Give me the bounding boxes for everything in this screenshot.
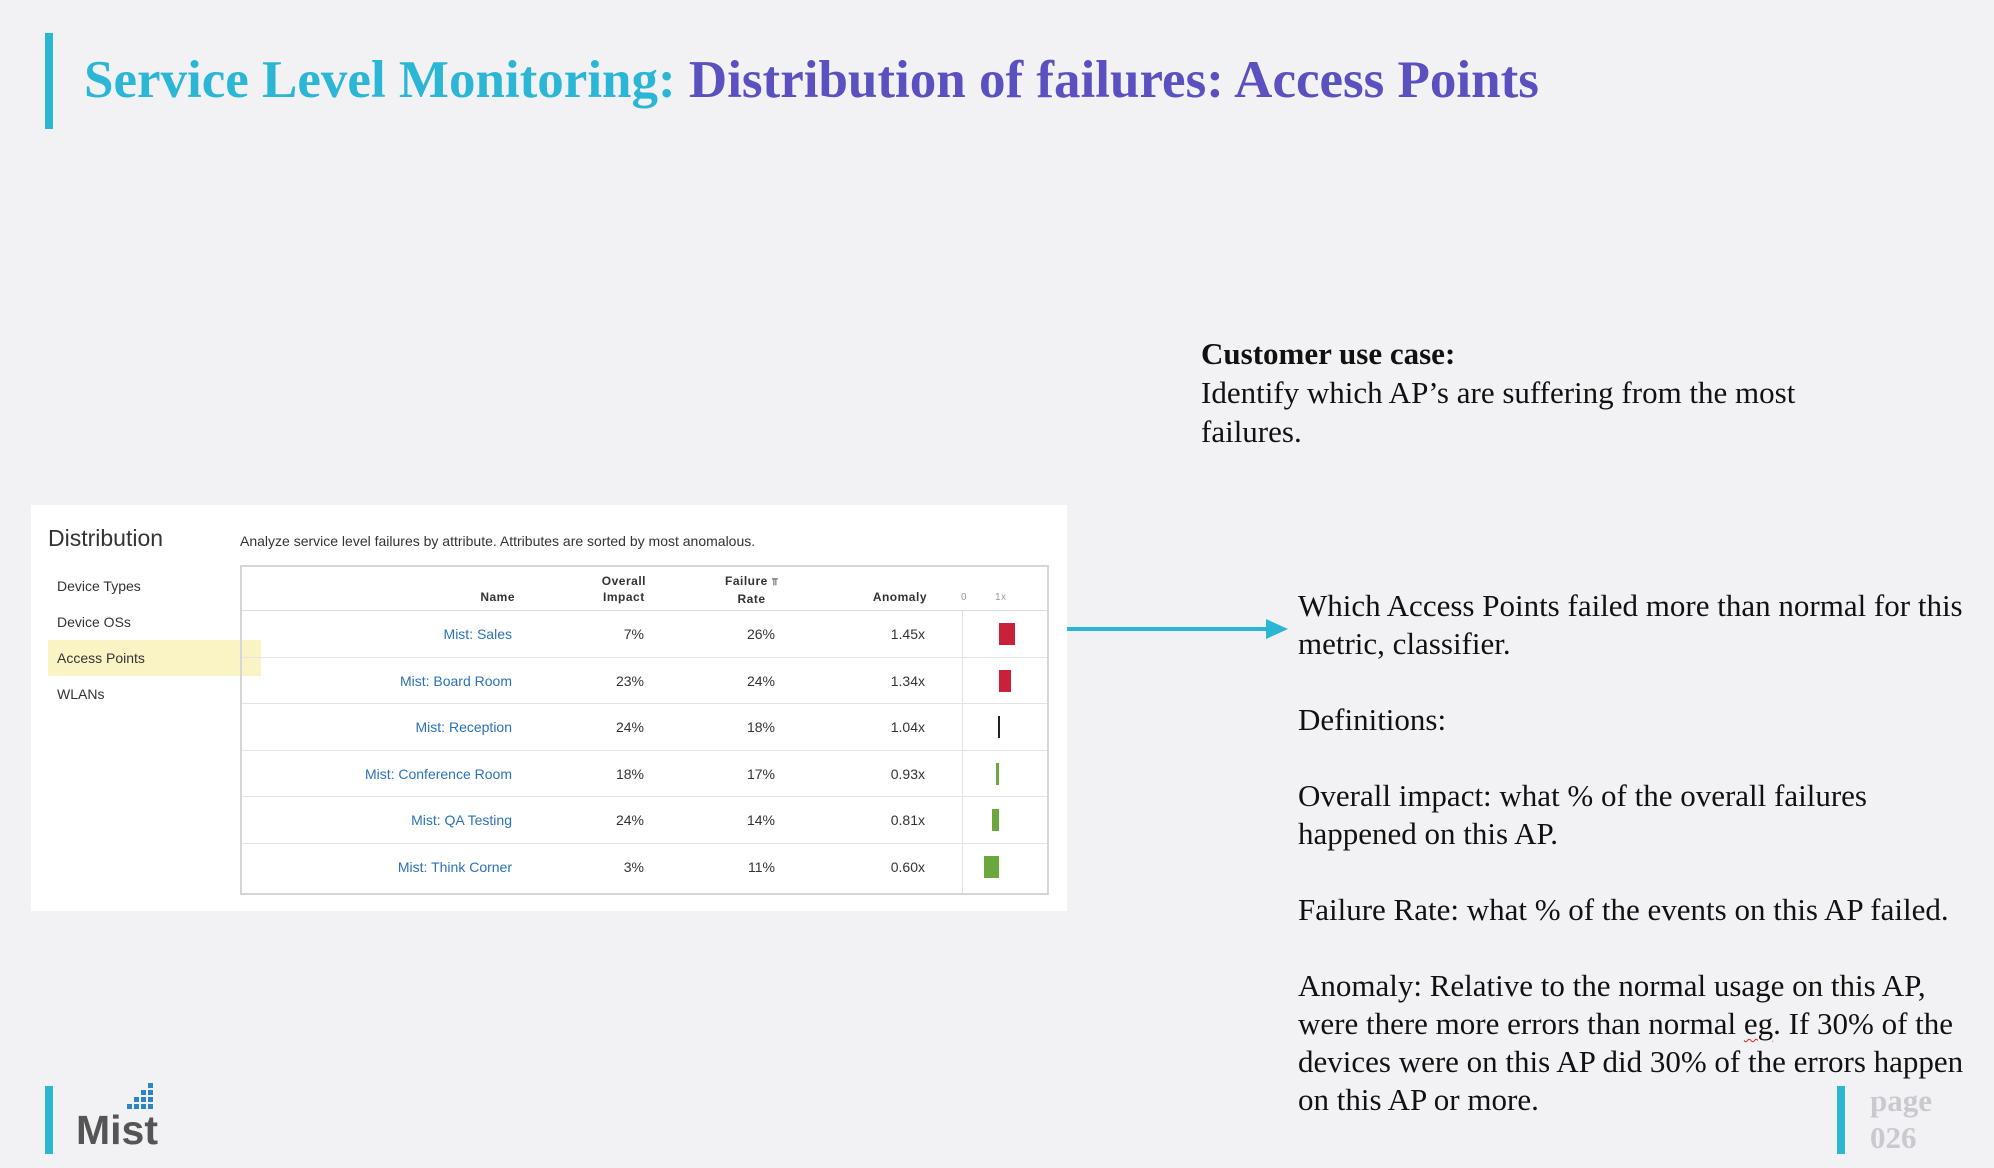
- failure-rate-value: 17%: [746, 765, 775, 782]
- title-accent-bar: [45, 33, 53, 129]
- use-case-block: [1201, 334, 1841, 451]
- definition-failure-rate: Failure Rate: what % of the events on this AP failed.: [1298, 892, 1949, 927]
- scale-zero-label: 0: [961, 592, 968, 603]
- table-row[interactable]: [242, 704, 1047, 751]
- anomaly-bar-cell: [962, 797, 1047, 843]
- page-number: [1870, 1082, 1932, 1156]
- overall-impact-value: 7%: [623, 626, 644, 642]
- failure-rate-value: 26%: [746, 626, 775, 642]
- page-label: page: [1870, 1083, 1932, 1118]
- column-anomaly[interactable]: Anomaly: [872, 590, 927, 604]
- anomaly-text-2: . If 30% of the devices were on this AP did 30% of the errors happen on this AP or more.: [1298, 1006, 1964, 1117]
- table-row[interactable]: [242, 751, 1047, 798]
- definition-overall-impact: Overall impact: what % of the overall failures happened on this AP.: [1298, 778, 1867, 851]
- ap-name-link[interactable]: Mist: Board Room: [399, 672, 512, 689]
- table-header: [242, 567, 1047, 611]
- table-row[interactable]: [242, 658, 1047, 705]
- attribute-sidebar: [48, 568, 261, 712]
- page-value: 026: [1870, 1120, 1917, 1155]
- anomaly-bar: [999, 670, 1011, 692]
- page-accent-bar: [1837, 1086, 1845, 1154]
- anomaly-bar: [996, 763, 999, 785]
- ap-name-link[interactable]: Mist: QA Testing: [411, 812, 512, 829]
- ap-name-link[interactable]: Mist: Conference Room: [364, 765, 512, 782]
- anomaly-value: 0.93x: [890, 765, 925, 782]
- table-row[interactable]: [242, 844, 1047, 891]
- anomaly-bar-cell: [962, 751, 1047, 797]
- overall-impact-value: 24%: [615, 719, 644, 736]
- anomaly-bar: [999, 623, 1015, 645]
- scale-one-label: 1x: [995, 592, 1007, 603]
- title-part-2: Distribution of failures: Access Points: [688, 51, 1539, 109]
- table-row[interactable]: [242, 611, 1047, 658]
- distribution-panel: [31, 505, 1067, 911]
- slide-title: [84, 50, 1539, 110]
- sort-descending-icon[interactable]: ⫪: [771, 577, 778, 588]
- mist-logo-text: Mist: [76, 1107, 158, 1153]
- failure-rate-value: 14%: [746, 812, 775, 829]
- anomaly-eg: eg: [1743, 1006, 1774, 1041]
- sidebar-item-device-oss[interactable]: Device OSs: [57, 614, 131, 630]
- failure-rate-value: 24%: [746, 672, 775, 689]
- definitions-label: Definitions:: [1298, 702, 1447, 737]
- anomaly-value: 1.45x: [890, 626, 925, 642]
- sidebar-item-device-types[interactable]: Device Types: [57, 578, 141, 594]
- anomaly-text-1: Anomaly: Relative to the normal usage on this AP, were there more errors than normal: [1298, 968, 1926, 1041]
- column-impact-line2: Impact: [603, 590, 645, 604]
- title-part-1: Service Level Monitoring:: [84, 51, 676, 109]
- column-failure-rate[interactable]: [725, 573, 778, 607]
- anomaly-value: 1.34x: [890, 672, 925, 689]
- anomaly-bar: [998, 716, 1000, 738]
- use-case-heading: Customer use case:: [1201, 336, 1456, 371]
- table-row[interactable]: [242, 797, 1047, 844]
- column-overall-impact[interactable]: [602, 573, 646, 605]
- overall-impact-value: 24%: [615, 812, 644, 829]
- overall-impact-value: 23%: [615, 672, 644, 689]
- ap-name-link[interactable]: Mist: Think Corner: [397, 858, 512, 875]
- ap-name-link[interactable]: Mist: Reception: [415, 719, 512, 736]
- column-rate-line1: Failure: [724, 574, 768, 588]
- anomaly-value: 0.60x: [890, 858, 925, 875]
- failure-rate-value: 11%: [748, 858, 775, 875]
- overall-impact-value: 3%: [623, 858, 644, 875]
- panel-description: Analyze service level failures by attribute. Attributes are sorted by most anomalous.: [240, 533, 756, 549]
- anomaly-bar: [984, 856, 999, 878]
- distribution-table: [240, 565, 1049, 895]
- use-case-text: Identify which AP’s are suffering from the most failures.: [1201, 375, 1796, 449]
- anomaly-bar-cell: [962, 704, 1047, 750]
- anomaly-bar: [992, 809, 999, 831]
- column-name[interactable]: Name: [480, 590, 515, 604]
- logo-accent-bar: [45, 1086, 53, 1154]
- sidebar-item-wlans[interactable]: WLANs: [57, 686, 105, 702]
- column-impact-line1: Overall: [601, 574, 646, 588]
- explain-intro: Which Access Points failed more than normal for this metric, classifier.: [1298, 588, 1963, 661]
- sidebar-item-access-points[interactable]: Access Points: [48, 640, 261, 676]
- anomaly-value: 1.04x: [890, 719, 925, 736]
- anomaly-bar-cell: [962, 658, 1047, 704]
- overall-impact-value: 18%: [615, 765, 644, 782]
- column-rate-line2: Rate: [737, 592, 766, 606]
- ap-name-link[interactable]: Mist: Sales: [443, 626, 512, 642]
- panel-title: Distribution: [48, 525, 164, 551]
- table-body: [242, 611, 1047, 891]
- explanation-block: [1298, 587, 1978, 1119]
- anomaly-value: 0.81x: [890, 812, 925, 829]
- failure-rate-value: 18%: [746, 719, 775, 736]
- anomaly-bar-cell: [962, 611, 1047, 657]
- anomaly-bar-cell: [962, 844, 1047, 890]
